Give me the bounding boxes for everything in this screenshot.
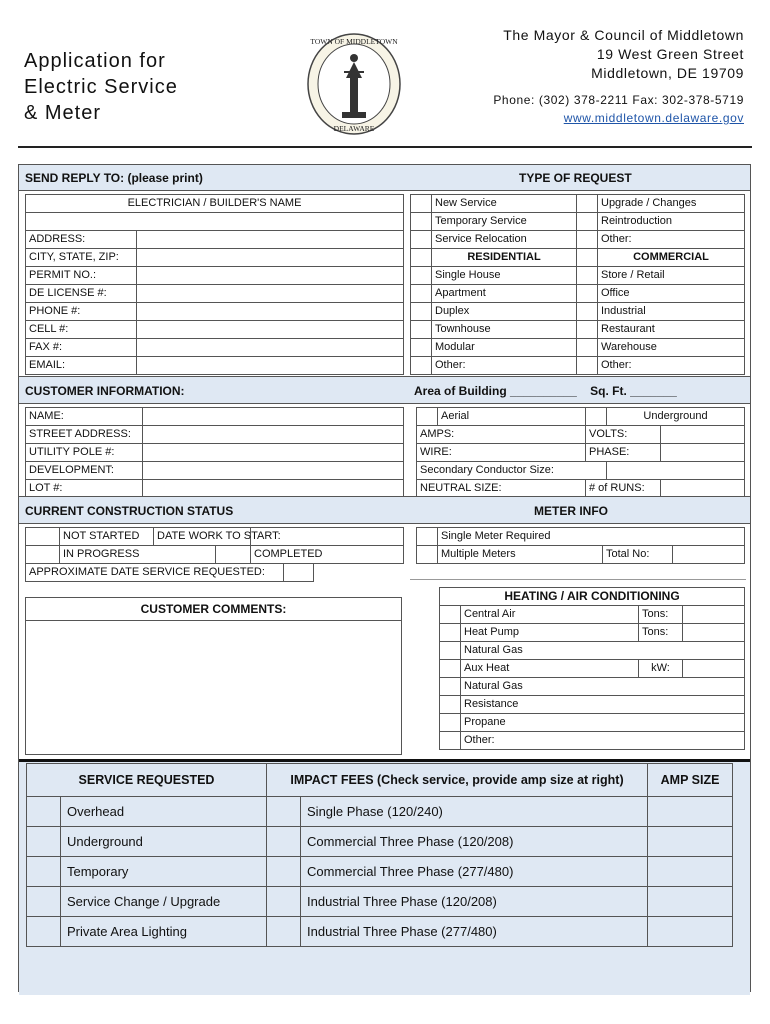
electrical-table: [416, 407, 745, 498]
street-address: 19 West Green Street: [596, 46, 744, 62]
contact-block: [493, 26, 744, 128]
checkbox[interactable]: [577, 231, 598, 249]
form-title: [24, 48, 178, 126]
lot-field[interactable]: [143, 480, 404, 498]
checkbox[interactable]: [216, 546, 251, 564]
option-label: Industrial: [598, 303, 745, 321]
checkbox[interactable]: [577, 195, 598, 213]
checkbox[interactable]: [577, 285, 598, 303]
kw-field[interactable]: [683, 660, 745, 678]
runs-field[interactable]: [661, 480, 745, 498]
checkbox[interactable]: [577, 267, 598, 285]
city-state-zip-field[interactable]: [137, 249, 404, 267]
amps-field[interactable]: AMPS:: [417, 426, 586, 444]
checkbox[interactable]: [411, 285, 432, 303]
completed-label: COMPLETED: [251, 546, 404, 564]
comments-box[interactable]: [25, 597, 402, 755]
impact-fees-heading: IMPACT FEES (Check service, provide amp size at right): [267, 764, 648, 797]
type-of-request-heading: TYPE OF REQUEST: [519, 171, 632, 185]
checkbox[interactable]: [27, 797, 61, 827]
comments-heading: CUSTOMER COMMENTS:: [140, 602, 287, 616]
svg-text:DELAWARE: DELAWARE: [333, 124, 375, 133]
checkbox[interactable]: [27, 827, 61, 857]
checkbox[interactable]: [440, 678, 461, 696]
option-label: Duplex: [432, 303, 577, 321]
kw-label: kW:: [639, 660, 683, 678]
field-label: STREET ADDRESS:: [26, 426, 143, 444]
org-name: The Mayor & Council of Middletown: [503, 27, 744, 43]
hvac-option: Natural Gas: [461, 678, 745, 696]
service-option: Service Change / Upgrade: [61, 887, 267, 917]
service-option: Underground: [61, 827, 267, 857]
customer-band: [19, 376, 750, 404]
option-label: New Service: [432, 195, 577, 213]
email-field[interactable]: [137, 357, 404, 375]
amp-size-field[interactable]: [648, 827, 733, 857]
development-field[interactable]: [143, 462, 404, 480]
license-field[interactable]: [137, 285, 404, 303]
checkbox[interactable]: [586, 408, 607, 426]
fee-option: Single Phase (120/240): [301, 797, 648, 827]
multiple-meters-label: Multiple Meters: [438, 546, 603, 564]
hvac-option: Natural Gas: [461, 642, 745, 660]
hvac-option: Propane: [461, 714, 745, 732]
option-label: Temporary Service: [432, 213, 577, 231]
field-label: NAME:: [26, 408, 143, 426]
service-table: [26, 763, 733, 947]
volts-label: VOLTS:: [586, 426, 661, 444]
builder-name-label: ELECTRICIAN / BUILDER'S NAME: [26, 195, 404, 213]
service-option: Private Area Lighting: [61, 917, 267, 947]
type-of-request-table: [410, 194, 745, 375]
area-heading: Area of Building __________ Sq. Ft. _______: [414, 384, 677, 398]
form-frame: [18, 164, 751, 992]
amp-size-field[interactable]: [648, 887, 733, 917]
option-label: Other:: [432, 357, 577, 375]
checkbox[interactable]: [267, 917, 301, 947]
fee-option: Commercial Three Phase (120/208): [301, 827, 648, 857]
option-label: Apartment: [432, 285, 577, 303]
field-label: DEVELOPMENT:: [26, 462, 143, 480]
city-line: Middletown, DE 19709: [591, 65, 744, 81]
field-label: UTILITY POLE #:: [26, 444, 143, 462]
checkbox[interactable]: [411, 267, 432, 285]
amp-size-field[interactable]: [648, 857, 733, 887]
approx-date-label: APPROXIMATE DATE SERVICE REQUESTED:: [26, 564, 284, 582]
fee-option: Commercial Three Phase (277/480): [301, 857, 648, 887]
amp-size-field[interactable]: [648, 917, 733, 947]
hvac-option: Aux Heat: [461, 660, 639, 678]
approx-date-field[interactable]: [284, 564, 314, 582]
tons-label: Tons:: [639, 624, 683, 642]
field-label: CELL #:: [26, 321, 137, 339]
residential-heading: RESIDENTIAL: [432, 249, 577, 267]
service-section: [19, 759, 750, 995]
checkbox[interactable]: [417, 528, 438, 546]
hvac-heading: HEATING / AIR CONDITIONING: [440, 588, 745, 606]
fax-field[interactable]: [137, 339, 404, 357]
checkbox[interactable]: [577, 357, 598, 375]
field-label: ADDRESS:: [26, 231, 137, 249]
neutral-size-field[interactable]: NEUTRAL SIZE:: [417, 480, 586, 498]
fee-option: Industrial Three Phase (120/208): [301, 887, 648, 917]
field-label: DE LICENSE #:: [26, 285, 137, 303]
checkbox[interactable]: [440, 660, 461, 678]
customer-heading: CUSTOMER INFORMATION:: [25, 384, 185, 398]
checkbox[interactable]: [267, 857, 301, 887]
service-option: Temporary: [61, 857, 267, 887]
field-label: FAX #:: [26, 339, 137, 357]
header-divider: [18, 146, 752, 148]
wire-field[interactable]: WIRE:: [417, 444, 586, 462]
cell-field[interactable]: [137, 321, 404, 339]
option-label: Warehouse: [598, 339, 745, 357]
permit-no-field[interactable]: [137, 267, 404, 285]
checkbox[interactable]: [440, 642, 461, 660]
option-label: Service Relocation: [432, 231, 577, 249]
checkbox[interactable]: [440, 696, 461, 714]
checkbox[interactable]: [411, 213, 432, 231]
town-seal-logo: [306, 32, 402, 136]
customer-name-field[interactable]: [143, 408, 404, 426]
checkbox[interactable]: [411, 303, 432, 321]
address-field[interactable]: [137, 231, 404, 249]
tons-field[interactable]: [683, 606, 745, 624]
fee-option: Industrial Three Phase (277/480): [301, 917, 648, 947]
service-requested-heading: SERVICE REQUESTED: [27, 764, 267, 797]
single-meter-label: Single Meter Required: [438, 528, 745, 546]
checkbox[interactable]: [411, 231, 432, 249]
commercial-heading: COMMERCIAL: [598, 249, 745, 267]
svg-text:TOWN OF MIDDLETOWN: TOWN OF MIDDLETOWN: [310, 37, 398, 46]
meter-divider: [410, 579, 746, 582]
checkbox[interactable]: [440, 624, 461, 642]
option-label: Modular: [432, 339, 577, 357]
checkbox[interactable]: [577, 303, 598, 321]
hvac-table: [439, 587, 745, 750]
amp-size-field[interactable]: [648, 797, 733, 827]
hvac-option: Other:: [461, 732, 745, 750]
approx-date-table: [25, 563, 404, 582]
checkbox[interactable]: [411, 357, 432, 375]
title-line-3: & Meter: [24, 102, 102, 124]
option-label: Store / Retail: [598, 267, 745, 285]
amp-size-heading: AMP SIZE: [648, 764, 733, 797]
checkbox[interactable]: [411, 195, 432, 213]
total-no-label: Total No:: [603, 546, 673, 564]
checkbox[interactable]: [440, 732, 461, 750]
aerial-label: Aerial: [438, 408, 586, 426]
field-label: CITY, STATE, ZIP:: [26, 249, 137, 267]
meter-heading: METER INFO: [534, 504, 608, 518]
construction-band: [19, 496, 750, 524]
checkbox[interactable]: [440, 714, 461, 732]
checkbox[interactable]: [417, 546, 438, 564]
checkbox[interactable]: [577, 339, 598, 357]
street-address-field[interactable]: [143, 426, 404, 444]
underground-label: Underground: [607, 408, 745, 426]
phase-label: PHASE:: [586, 444, 661, 462]
field-label: PHONE #:: [26, 303, 137, 321]
meter-table: [416, 527, 745, 564]
option-label: Single House: [432, 267, 577, 285]
runs-label: # of RUNS:: [586, 480, 661, 498]
phone-fax: Phone: (302) 378-2211 Fax: 302-378-5719: [493, 93, 744, 107]
send-reply-heading: SEND REPLY TO: (please print): [25, 171, 203, 185]
title-line-1: Application for: [24, 50, 166, 72]
option-label: Other:: [598, 231, 745, 249]
send-reply-table: [25, 194, 404, 375]
service-option: Overhead: [61, 797, 267, 827]
total-no-field[interactable]: [673, 546, 745, 564]
date-start-label: DATE WORK TO START:: [154, 528, 251, 546]
checkbox[interactable]: [267, 797, 301, 827]
option-label: Office: [598, 285, 745, 303]
checkbox[interactable]: [27, 857, 61, 887]
secondary-conductor-label: Secondary Conductor Size:: [417, 462, 607, 480]
send-reply-band: [19, 165, 750, 191]
checkbox[interactable]: [26, 528, 60, 546]
hvac-option: Resistance: [461, 696, 745, 714]
title-line-2: Electric Service: [24, 76, 178, 98]
builder-name-field[interactable]: [26, 213, 404, 231]
field-label: PERMIT NO.:: [26, 267, 137, 285]
construction-table: [25, 527, 404, 564]
checkbox[interactable]: [411, 321, 432, 339]
field-label: LOT #:: [26, 480, 143, 498]
phase-field[interactable]: [661, 444, 745, 462]
tons-field[interactable]: [683, 624, 745, 642]
checkbox[interactable]: [267, 887, 301, 917]
not-started-label: NOT STARTED: [60, 528, 154, 546]
hvac-option: Heat Pump: [461, 624, 639, 642]
construction-heading: CURRENT CONSTRUCTION STATUS: [25, 504, 234, 518]
in-progress-label: IN PROGRESS: [60, 546, 216, 564]
option-label: Reintroduction: [598, 213, 745, 231]
option-label: Townhouse: [432, 321, 577, 339]
utility-pole-field[interactable]: [143, 444, 404, 462]
checkbox[interactable]: [577, 213, 598, 231]
tons-label: Tons:: [639, 606, 683, 624]
checkbox[interactable]: [411, 339, 432, 357]
volts-field[interactable]: [661, 426, 745, 444]
checkbox[interactable]: [27, 887, 61, 917]
checkbox[interactable]: [440, 606, 461, 624]
checkbox[interactable]: [26, 546, 60, 564]
option-label: Other:: [598, 357, 745, 375]
option-label: Restaurant: [598, 321, 745, 339]
customer-table: [25, 407, 404, 498]
website-link[interactable]: www.middletown.delaware.gov: [563, 111, 744, 125]
checkbox[interactable]: [577, 321, 598, 339]
hvac-option: Central Air: [461, 606, 639, 624]
secondary-conductor-field[interactable]: [607, 462, 745, 480]
checkbox[interactable]: [27, 917, 61, 947]
checkbox[interactable]: [417, 408, 438, 426]
phone-field[interactable]: [137, 303, 404, 321]
option-label: Upgrade / Changes: [598, 195, 745, 213]
checkbox[interactable]: [267, 827, 301, 857]
field-label: EMAIL:: [26, 357, 137, 375]
